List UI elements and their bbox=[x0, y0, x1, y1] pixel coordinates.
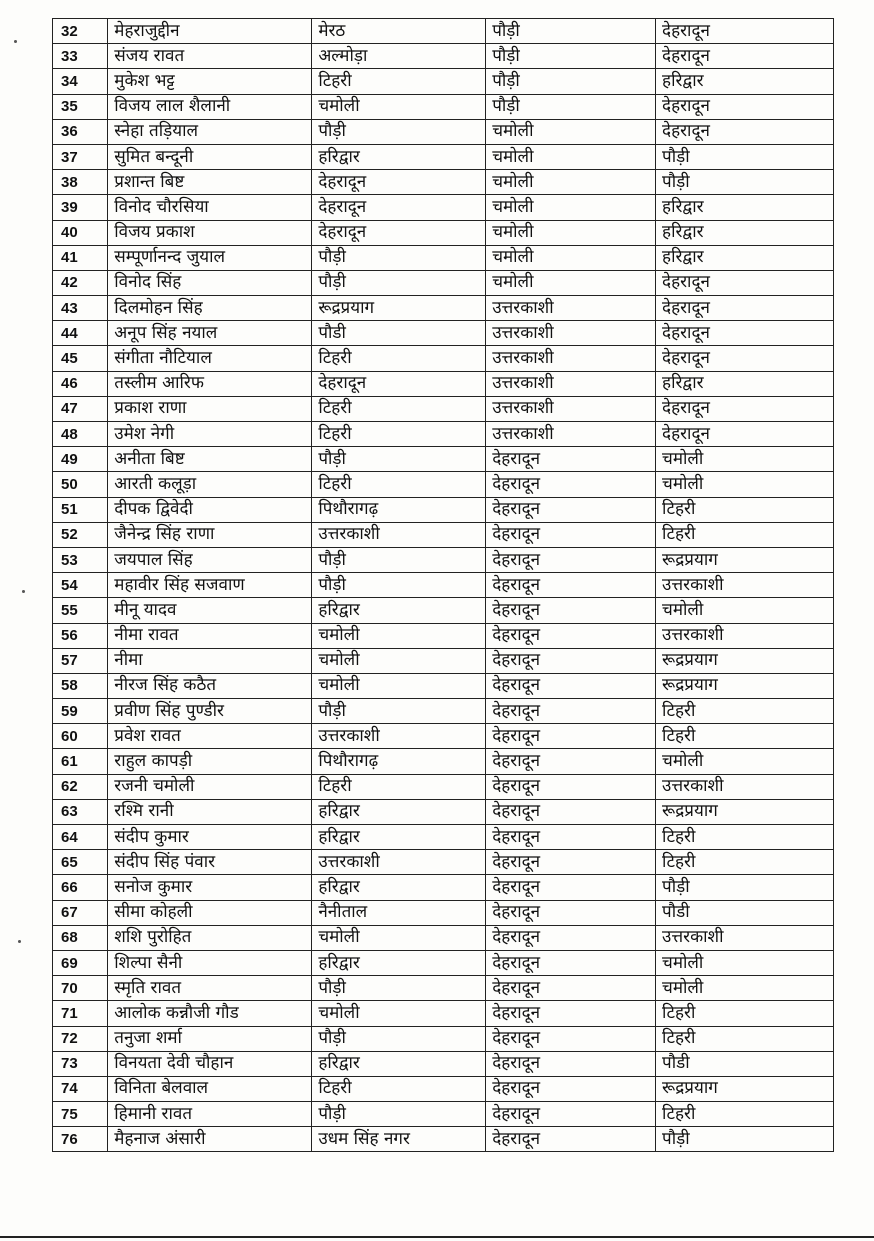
posting-district-cell: चमोली bbox=[656, 976, 834, 1001]
name-cell: मीनू यादव bbox=[108, 598, 312, 623]
name-cell: राहुल कापड़ी bbox=[108, 749, 312, 774]
current-district-cell: चमोली bbox=[312, 925, 486, 950]
table-row bbox=[53, 422, 834, 447]
name-cell: दीपक द्विवेदी bbox=[108, 497, 312, 522]
table-row bbox=[53, 623, 834, 648]
transfer-district-cell: चमोली bbox=[486, 144, 656, 169]
name-cell: विजय लाल शैलानी bbox=[108, 94, 312, 119]
name-cell: नीमा रावत bbox=[108, 623, 312, 648]
transfer-district-cell: चमोली bbox=[486, 220, 656, 245]
name-cell: विनिता बेलवाल bbox=[108, 1076, 312, 1101]
posting-district-cell: देहरादून bbox=[656, 396, 834, 421]
scan-speck bbox=[18, 940, 21, 943]
transfer-table-body bbox=[53, 19, 834, 1152]
current-district-cell: चमोली bbox=[312, 1001, 486, 1026]
posting-district-cell: उत्तरकाशी bbox=[656, 925, 834, 950]
posting-district-cell: रूद्रप्रयाग bbox=[656, 547, 834, 572]
table-row bbox=[53, 44, 834, 69]
serial-number-cell: 56 bbox=[53, 623, 108, 648]
table-row bbox=[53, 170, 834, 195]
table-row bbox=[53, 144, 834, 169]
serial-number-cell: 62 bbox=[53, 774, 108, 799]
current-district-cell: हरिद्वार bbox=[312, 1051, 486, 1076]
current-district-cell: टिहरी bbox=[312, 346, 486, 371]
table-row bbox=[53, 346, 834, 371]
transfer-district-cell: देहरादून bbox=[486, 900, 656, 925]
transfer-district-cell: देहरादून bbox=[486, 875, 656, 900]
posting-district-cell: पौड़ी bbox=[656, 1127, 834, 1152]
current-district-cell: हरिद्वार bbox=[312, 950, 486, 975]
transfer-district-cell: देहरादून bbox=[486, 976, 656, 1001]
name-cell: अनीता बिष्ट bbox=[108, 447, 312, 472]
current-district-cell: टिहरी bbox=[312, 1076, 486, 1101]
transfer-district-cell: देहरादून bbox=[486, 547, 656, 572]
transfer-district-cell: देहरादून bbox=[486, 522, 656, 547]
current-district-cell: टिहरी bbox=[312, 774, 486, 799]
current-district-cell: पौड़ी bbox=[312, 270, 486, 295]
table-row bbox=[53, 195, 834, 220]
posting-district-cell: चमोली bbox=[656, 598, 834, 623]
table-row bbox=[53, 1051, 834, 1076]
current-district-cell: चमोली bbox=[312, 94, 486, 119]
serial-number-cell: 57 bbox=[53, 648, 108, 673]
serial-number-cell: 33 bbox=[53, 44, 108, 69]
name-cell: स्मृति रावत bbox=[108, 976, 312, 1001]
table-row bbox=[53, 724, 834, 749]
serial-number-cell: 72 bbox=[53, 1026, 108, 1051]
posting-district-cell: चमोली bbox=[656, 950, 834, 975]
name-cell: दिलमोहन सिंह bbox=[108, 296, 312, 321]
name-cell: प्रवेश रावत bbox=[108, 724, 312, 749]
current-district-cell: चमोली bbox=[312, 648, 486, 673]
name-cell: रजनी चमोली bbox=[108, 774, 312, 799]
transfer-district-cell: पौड़ी bbox=[486, 44, 656, 69]
transfer-district-cell: पौड़ी bbox=[486, 94, 656, 119]
posting-district-cell: पौड़ी bbox=[656, 144, 834, 169]
posting-district-cell: देहरादून bbox=[656, 346, 834, 371]
table-row bbox=[53, 119, 834, 144]
posting-district-cell: हरिद्वार bbox=[656, 371, 834, 396]
name-cell: सुमित बन्दूनी bbox=[108, 144, 312, 169]
transfer-district-cell: देहरादून bbox=[486, 1127, 656, 1152]
transfer-district-cell: देहरादून bbox=[486, 472, 656, 497]
transfer-district-cell: देहरादून bbox=[486, 1102, 656, 1127]
current-district-cell: हरिद्वार bbox=[312, 799, 486, 824]
serial-number-cell: 50 bbox=[53, 472, 108, 497]
table-row bbox=[53, 497, 834, 522]
serial-number-cell: 46 bbox=[53, 371, 108, 396]
transfer-district-cell: देहरादून bbox=[486, 497, 656, 522]
serial-number-cell: 54 bbox=[53, 573, 108, 598]
serial-number-cell: 39 bbox=[53, 195, 108, 220]
table-row bbox=[53, 1076, 834, 1101]
table-row bbox=[53, 321, 834, 346]
name-cell: अनूप सिंह नयाल bbox=[108, 321, 312, 346]
table-row bbox=[53, 598, 834, 623]
posting-district-cell: देहरादून bbox=[656, 119, 834, 144]
serial-number-cell: 48 bbox=[53, 422, 108, 447]
name-cell: मेहराजुद्दीन bbox=[108, 19, 312, 44]
table-row bbox=[53, 1001, 834, 1026]
serial-number-cell: 70 bbox=[53, 976, 108, 1001]
table-row bbox=[53, 925, 834, 950]
table-row bbox=[53, 396, 834, 421]
transfer-district-cell: देहरादून bbox=[486, 799, 656, 824]
current-district-cell: देहरादून bbox=[312, 220, 486, 245]
serial-number-cell: 65 bbox=[53, 850, 108, 875]
table-row bbox=[53, 699, 834, 724]
serial-number-cell: 51 bbox=[53, 497, 108, 522]
table-row bbox=[53, 522, 834, 547]
posting-district-cell: उत्तरकाशी bbox=[656, 774, 834, 799]
table-row bbox=[53, 472, 834, 497]
posting-district-cell: हरिद्वार bbox=[656, 195, 834, 220]
name-cell: जयपाल सिंह bbox=[108, 547, 312, 572]
serial-number-cell: 35 bbox=[53, 94, 108, 119]
table-row bbox=[53, 371, 834, 396]
current-district-cell: पिथौरागढ़ bbox=[312, 749, 486, 774]
transfer-district-cell: देहरादून bbox=[486, 699, 656, 724]
current-district-cell: पौड़ी bbox=[312, 245, 486, 270]
transfer-district-cell: देहरादून bbox=[486, 598, 656, 623]
table-row bbox=[53, 648, 834, 673]
posting-district-cell: रूद्रप्रयाग bbox=[656, 1076, 834, 1101]
table-row bbox=[53, 825, 834, 850]
transfer-district-cell: देहरादून bbox=[486, 573, 656, 598]
table-row bbox=[53, 19, 834, 44]
name-cell: हिमानी रावत bbox=[108, 1102, 312, 1127]
transfer-district-cell: पौड़ी bbox=[486, 19, 656, 44]
name-cell: रश्मि रानी bbox=[108, 799, 312, 824]
table-row bbox=[53, 1026, 834, 1051]
table-row bbox=[53, 673, 834, 698]
transfer-district-cell: उत्तरकाशी bbox=[486, 396, 656, 421]
serial-number-cell: 53 bbox=[53, 547, 108, 572]
serial-number-cell: 74 bbox=[53, 1076, 108, 1101]
posting-district-cell: टिहरी bbox=[656, 1102, 834, 1127]
current-district-cell: उत्तरकाशी bbox=[312, 522, 486, 547]
table-row bbox=[53, 245, 834, 270]
name-cell: स्नेहा तड़ियाल bbox=[108, 119, 312, 144]
name-cell: संजय रावत bbox=[108, 44, 312, 69]
transfer-district-cell: चमोली bbox=[486, 119, 656, 144]
table-row bbox=[53, 1102, 834, 1127]
current-district-cell: देहरादून bbox=[312, 371, 486, 396]
name-cell: सनोज कुमार bbox=[108, 875, 312, 900]
serial-number-cell: 60 bbox=[53, 724, 108, 749]
transfer-district-cell: चमोली bbox=[486, 170, 656, 195]
name-cell: नीमा bbox=[108, 648, 312, 673]
current-district-cell: चमोली bbox=[312, 623, 486, 648]
name-cell: आलोक कन्नौजी गौड bbox=[108, 1001, 312, 1026]
name-cell: तस्लीम आरिफ bbox=[108, 371, 312, 396]
transfer-district-cell: पौड़ी bbox=[486, 69, 656, 94]
posting-district-cell: पौड़ी bbox=[656, 875, 834, 900]
current-district-cell: टिहरी bbox=[312, 422, 486, 447]
serial-number-cell: 42 bbox=[53, 270, 108, 295]
transfer-district-cell: देहरादून bbox=[486, 623, 656, 648]
transfer-district-cell: चमोली bbox=[486, 270, 656, 295]
transfer-district-cell: देहरादून bbox=[486, 1026, 656, 1051]
scan-speck bbox=[22, 590, 25, 593]
posting-district-cell: रूद्रप्रयाग bbox=[656, 648, 834, 673]
transfer-district-cell: देहरादून bbox=[486, 1051, 656, 1076]
posting-district-cell: टिहरी bbox=[656, 497, 834, 522]
current-district-cell: हरिद्वार bbox=[312, 144, 486, 169]
name-cell: विनोद सिंह bbox=[108, 270, 312, 295]
name-cell: प्रकाश राणा bbox=[108, 396, 312, 421]
posting-district-cell: चमोली bbox=[656, 447, 834, 472]
name-cell: विनयता देवी चौहान bbox=[108, 1051, 312, 1076]
current-district-cell: उत्तरकाशी bbox=[312, 724, 486, 749]
serial-number-cell: 34 bbox=[53, 69, 108, 94]
name-cell: प्रशान्त बिष्ट bbox=[108, 170, 312, 195]
current-district-cell: पौड़ी bbox=[312, 119, 486, 144]
current-district-cell: अल्मोड़ा bbox=[312, 44, 486, 69]
transfer-district-cell: देहरादून bbox=[486, 774, 656, 799]
table-row bbox=[53, 900, 834, 925]
posting-district-cell: देहरादून bbox=[656, 270, 834, 295]
table-row bbox=[53, 774, 834, 799]
transfer-table bbox=[52, 18, 834, 1152]
table-row bbox=[53, 749, 834, 774]
transfer-district-cell: देहरादून bbox=[486, 724, 656, 749]
current-district-cell: हरिद्वार bbox=[312, 875, 486, 900]
name-cell: विनोद चौरसिया bbox=[108, 195, 312, 220]
current-district-cell: मेरठ bbox=[312, 19, 486, 44]
transfer-district-cell: देहरादून bbox=[486, 673, 656, 698]
current-district-cell: हरिद्वार bbox=[312, 825, 486, 850]
posting-district-cell: टिहरी bbox=[656, 1001, 834, 1026]
serial-number-cell: 66 bbox=[53, 875, 108, 900]
current-district-cell: पिथौरागढ़ bbox=[312, 497, 486, 522]
table-row bbox=[53, 976, 834, 1001]
serial-number-cell: 38 bbox=[53, 170, 108, 195]
name-cell: प्रवीण सिंह पुण्डीर bbox=[108, 699, 312, 724]
name-cell: विजय प्रकाश bbox=[108, 220, 312, 245]
current-district-cell: हरिद्वार bbox=[312, 598, 486, 623]
table-row bbox=[53, 447, 834, 472]
transfer-district-cell: चमोली bbox=[486, 245, 656, 270]
posting-district-cell: देहरादून bbox=[656, 19, 834, 44]
posting-district-cell: चमोली bbox=[656, 472, 834, 497]
name-cell: महावीर सिंह सजवाण bbox=[108, 573, 312, 598]
serial-number-cell: 61 bbox=[53, 749, 108, 774]
transfer-district-cell: देहरादून bbox=[486, 1076, 656, 1101]
table-row bbox=[53, 69, 834, 94]
table-row bbox=[53, 950, 834, 975]
transfer-district-cell: उत्तरकाशी bbox=[486, 346, 656, 371]
posting-district-cell: रूद्रप्रयाग bbox=[656, 673, 834, 698]
serial-number-cell: 71 bbox=[53, 1001, 108, 1026]
serial-number-cell: 52 bbox=[53, 522, 108, 547]
current-district-cell: पौड़ी bbox=[312, 547, 486, 572]
serial-number-cell: 58 bbox=[53, 673, 108, 698]
posting-district-cell: टिहरी bbox=[656, 1026, 834, 1051]
current-district-cell: उत्तरकाशी bbox=[312, 850, 486, 875]
name-cell: शशि पुरोहित bbox=[108, 925, 312, 950]
serial-number-cell: 59 bbox=[53, 699, 108, 724]
name-cell: सीमा कोहली bbox=[108, 900, 312, 925]
serial-number-cell: 55 bbox=[53, 598, 108, 623]
serial-number-cell: 67 bbox=[53, 900, 108, 925]
current-district-cell: देहरादून bbox=[312, 170, 486, 195]
current-district-cell: उधम सिंह नगर bbox=[312, 1127, 486, 1152]
current-district-cell: टिहरी bbox=[312, 69, 486, 94]
page-bottom-border bbox=[0, 1236, 874, 1238]
name-cell: तनुजा शर्मा bbox=[108, 1026, 312, 1051]
posting-district-cell: उत्तरकाशी bbox=[656, 623, 834, 648]
current-district-cell: पौड़ी bbox=[312, 573, 486, 598]
serial-number-cell: 44 bbox=[53, 321, 108, 346]
current-district-cell: नैनीताल bbox=[312, 900, 486, 925]
name-cell: नीरज सिंह कठैत bbox=[108, 673, 312, 698]
current-district-cell: पौड़ी bbox=[312, 1026, 486, 1051]
transfer-district-cell: देहरादून bbox=[486, 648, 656, 673]
transfer-district-cell: देहरादून bbox=[486, 825, 656, 850]
table-row bbox=[53, 799, 834, 824]
posting-district-cell: टिहरी bbox=[656, 522, 834, 547]
name-cell: मुकेश भट्ट bbox=[108, 69, 312, 94]
name-cell: सम्पूर्णानन्द जुयाल bbox=[108, 245, 312, 270]
transfer-district-cell: चमोली bbox=[486, 195, 656, 220]
current-district-cell: पौड़ी bbox=[312, 447, 486, 472]
serial-number-cell: 40 bbox=[53, 220, 108, 245]
posting-district-cell: हरिद्वार bbox=[656, 69, 834, 94]
name-cell: संदीप सिंह पंवार bbox=[108, 850, 312, 875]
table-row bbox=[53, 875, 834, 900]
serial-number-cell: 64 bbox=[53, 825, 108, 850]
posting-district-cell: पौडी bbox=[656, 1051, 834, 1076]
table-row bbox=[53, 1127, 834, 1152]
serial-number-cell: 68 bbox=[53, 925, 108, 950]
transfer-district-cell: उत्तरकाशी bbox=[486, 321, 656, 346]
name-cell: मैहनाज अंसारी bbox=[108, 1127, 312, 1152]
table-row bbox=[53, 850, 834, 875]
name-cell: उमेश नेगी bbox=[108, 422, 312, 447]
transfer-district-cell: देहरादून bbox=[486, 850, 656, 875]
transfer-district-cell: देहरादून bbox=[486, 950, 656, 975]
table-row bbox=[53, 547, 834, 572]
current-district-cell: पौड़ी bbox=[312, 699, 486, 724]
serial-number-cell: 47 bbox=[53, 396, 108, 421]
name-cell: आरती कलूड़ा bbox=[108, 472, 312, 497]
transfer-district-cell: देहरादून bbox=[486, 1001, 656, 1026]
scan-speck bbox=[14, 40, 17, 43]
current-district-cell: टिहरी bbox=[312, 472, 486, 497]
serial-number-cell: 41 bbox=[53, 245, 108, 270]
posting-district-cell: देहरादून bbox=[656, 321, 834, 346]
name-cell: संगीता नौटियाल bbox=[108, 346, 312, 371]
current-district-cell: पौडी bbox=[312, 321, 486, 346]
posting-district-cell: पौडी bbox=[656, 900, 834, 925]
current-district-cell: देहरादून bbox=[312, 195, 486, 220]
posting-district-cell: देहरादून bbox=[656, 44, 834, 69]
serial-number-cell: 63 bbox=[53, 799, 108, 824]
current-district-cell: चमोली bbox=[312, 673, 486, 698]
posting-district-cell: टिहरी bbox=[656, 850, 834, 875]
posting-district-cell: टिहरी bbox=[656, 825, 834, 850]
serial-number-cell: 69 bbox=[53, 950, 108, 975]
table-row bbox=[53, 94, 834, 119]
serial-number-cell: 75 bbox=[53, 1102, 108, 1127]
table-row bbox=[53, 270, 834, 295]
table-row bbox=[53, 573, 834, 598]
posting-district-cell: उत्तरकाशी bbox=[656, 573, 834, 598]
current-district-cell: पौड़ी bbox=[312, 1102, 486, 1127]
serial-number-cell: 36 bbox=[53, 119, 108, 144]
posting-district-cell: हरिद्वार bbox=[656, 220, 834, 245]
serial-number-cell: 43 bbox=[53, 296, 108, 321]
transfer-district-cell: उत्तरकाशी bbox=[486, 371, 656, 396]
table-row bbox=[53, 220, 834, 245]
current-district-cell: टिहरी bbox=[312, 396, 486, 421]
name-cell: शिल्पा सैनी bbox=[108, 950, 312, 975]
posting-district-cell: हरिद्वार bbox=[656, 245, 834, 270]
name-cell: जैनेन्द्र सिंह राणा bbox=[108, 522, 312, 547]
transfer-district-cell: देहरादून bbox=[486, 749, 656, 774]
serial-number-cell: 49 bbox=[53, 447, 108, 472]
current-district-cell: पौड़ी bbox=[312, 976, 486, 1001]
posting-district-cell: टिहरी bbox=[656, 724, 834, 749]
serial-number-cell: 32 bbox=[53, 19, 108, 44]
table-row bbox=[53, 296, 834, 321]
current-district-cell: रूद्रप्रयाग bbox=[312, 296, 486, 321]
serial-number-cell: 73 bbox=[53, 1051, 108, 1076]
posting-district-cell: रूद्रप्रयाग bbox=[656, 799, 834, 824]
name-cell: संदीप कुमार bbox=[108, 825, 312, 850]
posting-district-cell: देहरादून bbox=[656, 296, 834, 321]
serial-number-cell: 45 bbox=[53, 346, 108, 371]
serial-number-cell: 76 bbox=[53, 1127, 108, 1152]
transfer-district-cell: उत्तरकाशी bbox=[486, 296, 656, 321]
posting-district-cell: देहरादून bbox=[656, 422, 834, 447]
transfer-district-cell: देहरादून bbox=[486, 447, 656, 472]
transfer-district-cell: उत्तरकाशी bbox=[486, 422, 656, 447]
posting-district-cell: टिहरी bbox=[656, 699, 834, 724]
transfer-district-cell: देहरादून bbox=[486, 925, 656, 950]
serial-number-cell: 37 bbox=[53, 144, 108, 169]
posting-district-cell: देहरादून bbox=[656, 94, 834, 119]
posting-district-cell: पौड़ी bbox=[656, 170, 834, 195]
posting-district-cell: चमोली bbox=[656, 749, 834, 774]
